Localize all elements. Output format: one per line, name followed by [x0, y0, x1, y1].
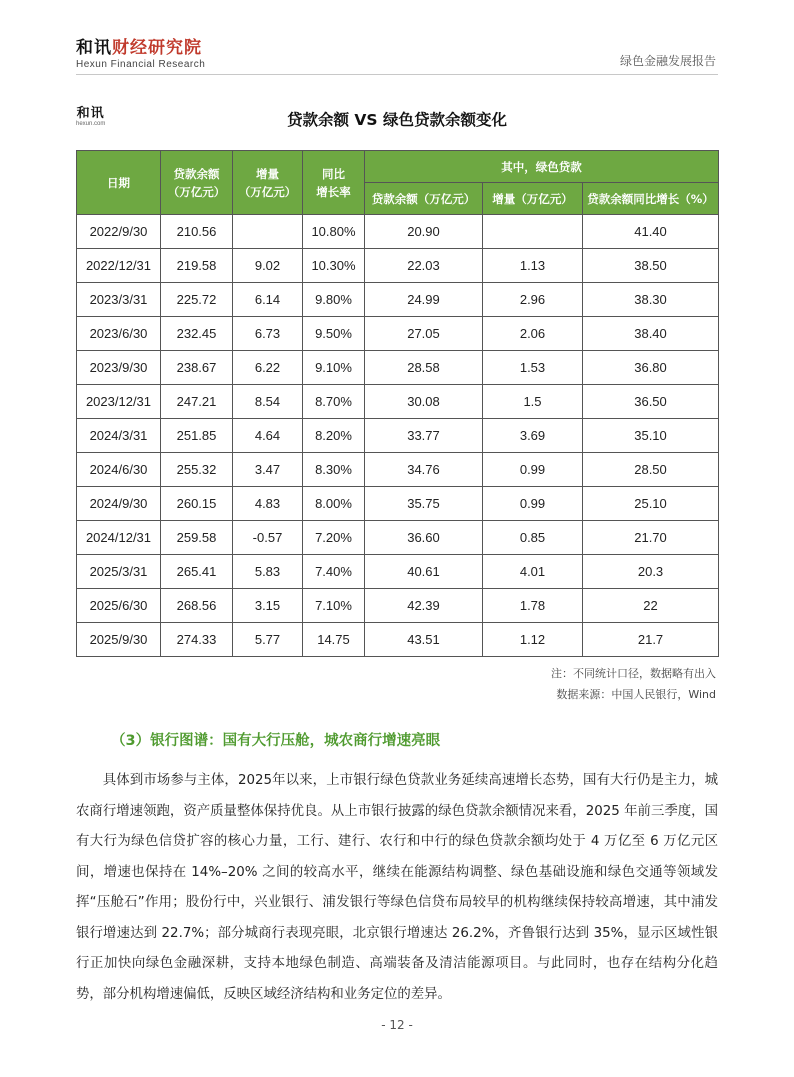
table-row [77, 317, 719, 351]
table-cell: 225.72 [161, 283, 233, 317]
table-cell: 5.83 [233, 555, 303, 589]
table-logo: 和讯 hexun.com [76, 106, 106, 127]
table-cell: 2024/6/30 [77, 453, 161, 487]
table-cell: 22 [583, 589, 719, 623]
table-cell: 25.10 [583, 487, 719, 521]
table-cell: 35.10 [583, 419, 719, 453]
table-cell: 4.83 [233, 487, 303, 521]
table-cell: 2022/12/31 [77, 249, 161, 283]
table-cell: 40.61 [365, 555, 483, 589]
table-cell: 2024/9/30 [77, 487, 161, 521]
table-cell: 8.00% [303, 487, 365, 521]
table-cell: 9.10% [303, 351, 365, 385]
header-green-increase: 增量（万亿元） [483, 183, 583, 215]
table-cell: 43.51 [365, 623, 483, 657]
table-row [77, 283, 719, 317]
table-row [77, 521, 719, 555]
table-cell [233, 215, 303, 249]
table-cell: 4.01 [483, 555, 583, 589]
header-date: 日期 [77, 151, 161, 215]
header-increase: 增量 （万亿元） [233, 151, 303, 215]
table-cell: 41.40 [583, 215, 719, 249]
table-cell: 1.53 [483, 351, 583, 385]
table-cell: 36.80 [583, 351, 719, 385]
header-yoy: 同比 增长率 [303, 151, 365, 215]
table-cell: 3.47 [233, 453, 303, 487]
table-cell: 7.20% [303, 521, 365, 555]
logo-english: Hexun Financial Research [76, 59, 206, 70]
table-cell: 8.30% [303, 453, 365, 487]
table-row [77, 215, 719, 249]
table-cell: 28.50 [583, 453, 719, 487]
table-cell: 265.41 [161, 555, 233, 589]
header-green-yoy: 贷款余额同比增长（%） [583, 183, 719, 215]
table-cell: -0.57 [233, 521, 303, 555]
table-cell: 251.85 [161, 419, 233, 453]
table-cell: 38.50 [583, 249, 719, 283]
table-cell: 3.15 [233, 589, 303, 623]
table-cell: 10.30% [303, 249, 365, 283]
table-cell: 30.08 [365, 385, 483, 419]
table-cell: 5.77 [233, 623, 303, 657]
table-cell: 7.10% [303, 589, 365, 623]
table-cell: 35.75 [365, 487, 483, 521]
table-cell: 7.40% [303, 555, 365, 589]
table-cell: 232.45 [161, 317, 233, 351]
table-note: 注：不同统计口径，数据略有出入 [551, 667, 716, 680]
table-cell: 24.99 [365, 283, 483, 317]
table-body [77, 215, 719, 657]
table-cell: 36.60 [365, 521, 483, 555]
table-cell: 10.80% [303, 215, 365, 249]
table-cell: 2023/6/30 [77, 317, 161, 351]
table-cell: 9.80% [303, 283, 365, 317]
table-cell: 33.77 [365, 419, 483, 453]
table-cell: 20.3 [583, 555, 719, 589]
table-cell: 36.50 [583, 385, 719, 419]
table-cell: 274.33 [161, 623, 233, 657]
table-cell: 38.30 [583, 283, 719, 317]
table-cell: 2.06 [483, 317, 583, 351]
header-green-group: 其中，绿色贷款 [365, 151, 719, 183]
table-cell: 38.40 [583, 317, 719, 351]
table-cell: 2023/9/30 [77, 351, 161, 385]
table-cell: 2025/9/30 [77, 623, 161, 657]
table-cell: 21.70 [583, 521, 719, 555]
table-cell: 9.50% [303, 317, 365, 351]
table-cell: 2023/12/31 [77, 385, 161, 419]
table-row [77, 487, 719, 521]
table-row [77, 453, 719, 487]
table-cell: 2022/9/30 [77, 215, 161, 249]
table-cell: 255.32 [161, 453, 233, 487]
table-cell: 219.58 [161, 249, 233, 283]
table-row [77, 623, 719, 657]
table-cell: 27.05 [365, 317, 483, 351]
header-divider [76, 74, 718, 75]
table-cell: 8.54 [233, 385, 303, 419]
table-cell: 8.70% [303, 385, 365, 419]
table-cell: 4.64 [233, 419, 303, 453]
table-cell: 0.99 [483, 453, 583, 487]
table-row [77, 555, 719, 589]
table-cell: 9.02 [233, 249, 303, 283]
table-cell: 22.03 [365, 249, 483, 283]
table-cell: 6.73 [233, 317, 303, 351]
table-row [77, 589, 719, 623]
table-cell: 210.56 [161, 215, 233, 249]
table-row [77, 385, 719, 419]
table-row [77, 249, 719, 283]
table-cell: 2024/12/31 [77, 521, 161, 555]
table-cell: 1.12 [483, 623, 583, 657]
body-paragraph: 具体到市场参与主体，2025年以来，上市银行绿色贷款业务延续高速增长态势，国有大行仍是主力，城农商行增速领跑，资产质量整体保持优良。从上市银行披露的绿色贷款余额情况来看，2025 年前三季度，国有大行为绿色信贷扩容的核心力量，工行、建行、农行和中行的绿色贷款余额均处于 4 万亿至 6 万亿元区间，增速也保持在 14%–20% 之间的较高水平，继续在能源结构调整、绿色基础设施和绿色交通等领域发挥“压舱石”作用；股份行中，兴业银行、浦发银行等绿色信贷布局较早的机构继续保持较高增速，其中浦发银行增速达到 22.7%；部分城商行表现亮眼，北京银行增速达 26.2%，齐鲁银行达到 35%，显示区域性银行正加快向绿色金融深耕，支持本地绿色制造、高端装备及清洁能源项目。与此同时，也存在结构分化趋势，部分机构增速偏低，反映区域经济结构和业务定位的差异。 [76, 773, 718, 1002]
table-cell: 260.15 [161, 487, 233, 521]
table-cell: 20.90 [365, 215, 483, 249]
table-cell: 28.58 [365, 351, 483, 385]
page-number: - 12 - [381, 1018, 413, 1032]
loan-balance-table [76, 150, 719, 657]
table-row [77, 351, 719, 385]
table-cell: 1.78 [483, 589, 583, 623]
table-cell: 3.69 [483, 419, 583, 453]
table-cell: 1.13 [483, 249, 583, 283]
table-cell: 268.56 [161, 589, 233, 623]
table-cell: 1.5 [483, 385, 583, 419]
table-cell: 238.67 [161, 351, 233, 385]
header-green-balance: 贷款余额（万亿元） [365, 183, 483, 215]
table-cell: 2024/3/31 [77, 419, 161, 453]
logo-text: 和讯财经研究院 [76, 38, 202, 58]
table-cell: 259.58 [161, 521, 233, 555]
table-cell: 42.39 [365, 589, 483, 623]
data-source: 数据来源：中国人民银行，Wind [556, 688, 716, 701]
section-heading: （3）银行图谱：国有大行压舱，城农商行增速亮眼 [111, 733, 441, 749]
table-cell: 0.99 [483, 487, 583, 521]
table-cell: 21.7 [583, 623, 719, 657]
report-title: 绿色金融发展报告 [619, 54, 716, 68]
table-cell: 2025/3/31 [77, 555, 161, 589]
table-cell: 2.96 [483, 283, 583, 317]
table-row [77, 419, 719, 453]
table-cell: 8.20% [303, 419, 365, 453]
table-cell: 14.75 [303, 623, 365, 657]
table-cell: 34.76 [365, 453, 483, 487]
header-balance: 贷款余额 （万亿元） [161, 151, 233, 215]
table-cell: 6.14 [233, 283, 303, 317]
table-cell: 2023/3/31 [77, 283, 161, 317]
header-logo [76, 38, 205, 70]
table-title: 贷款余额 VS 绿色贷款余额变化 [287, 111, 507, 129]
table-cell: 247.21 [161, 385, 233, 419]
table-cell: 6.22 [233, 351, 303, 385]
table-cell: 2025/6/30 [77, 589, 161, 623]
table-cell [483, 215, 583, 249]
table-cell: 0.85 [483, 521, 583, 555]
